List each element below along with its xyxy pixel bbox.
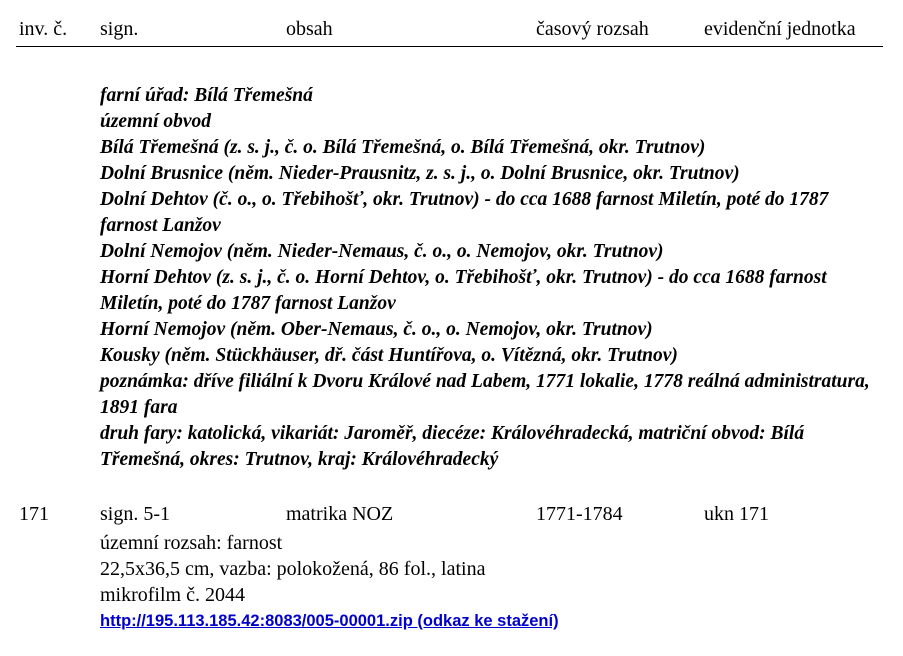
territory-item: Horní Nemojov (něm. Ober-Nemaus, č. o., o. Nemojov, okr. Trutnov) (100, 319, 653, 340)
header-evidencni-jednotka: evidenční jednotka (704, 18, 856, 40)
record-mikrofilm: mikrofilm č. 2044 (100, 584, 245, 606)
territory-item: Bílá Třemešná (z. s. j., č. o. Bílá Třemešná, o. Bílá Třemešná, okr. Trutnov) (100, 137, 706, 158)
table-header (16, 18, 883, 47)
territory-item: Dolní Nemojov (něm. Nieder-Nemaus, č. o., o. Nemojov, okr. Trutnov) (100, 241, 664, 262)
record-evidencni-jednotka: ukn 171 (704, 503, 769, 525)
territory-item: Kousky (něm. Stückhäuser, dř. část Huntířova, o. Vítězná, okr. Trutnov) (100, 345, 678, 366)
header-inv: inv. č. (19, 18, 68, 40)
territory-heading: územní obvod (100, 111, 212, 132)
territory-item: Dolní Dehtov (č. o., o. Třebihošť, okr. Trutnov) - do cca 1688 farnost Miletín, poté do 1787 farnost Lanžov (100, 189, 829, 236)
record-casovy-rozsah: 1771-1784 (536, 503, 623, 525)
territory-item: Horní Dehtov (z. s. j., č. o. Horní Dehtov, o. Třebihošť, okr. Trutnov) - do cca 1688 farnost Miletín, poté do 1787 farnost Lanžov (100, 267, 827, 314)
record-popis: 22,5x36,5 cm, vazba: polokožená, 86 fol., latina (100, 558, 486, 580)
header-obsah: obsah (286, 18, 333, 40)
header-casovy-rozsah: časový rozsah (536, 18, 649, 40)
record-sign: sign. 5-1 (100, 503, 170, 525)
record-details (100, 530, 880, 634)
territory-item: Dolní Brusnice (něm. Nieder-Prausnitz, z. s. j., o. Dolní Brusnice, okr. Trutnov) (100, 163, 740, 184)
record-inv: 171 (19, 503, 49, 525)
download-link[interactable]: http://195.113.185.42:8083/005-00001.zip (odkaz ke stažení) (100, 612, 559, 630)
parish-type: druh fary: katolická, vikariát: Jaroměř, diecéze: Královéhradecká, matriční obvod: Bílá Třemešná, okres: Trutnov, kraj: Královéhradecký (100, 423, 805, 470)
record-row (0, 503, 903, 529)
header-sign: sign. (100, 18, 139, 40)
parish-description (100, 83, 890, 473)
parish-note: poznámka: dříve filiální k Dvoru Králové nad Labem, 1771 lokalie, 1778 reálná administratura, 1891 fara (100, 371, 870, 418)
record-obsah: matrika NOZ (286, 503, 394, 525)
parish-office: farní úřad: Bílá Třemešná (100, 85, 313, 106)
record-uzemni-rozsah: územní rozsah: farnost (100, 532, 283, 554)
